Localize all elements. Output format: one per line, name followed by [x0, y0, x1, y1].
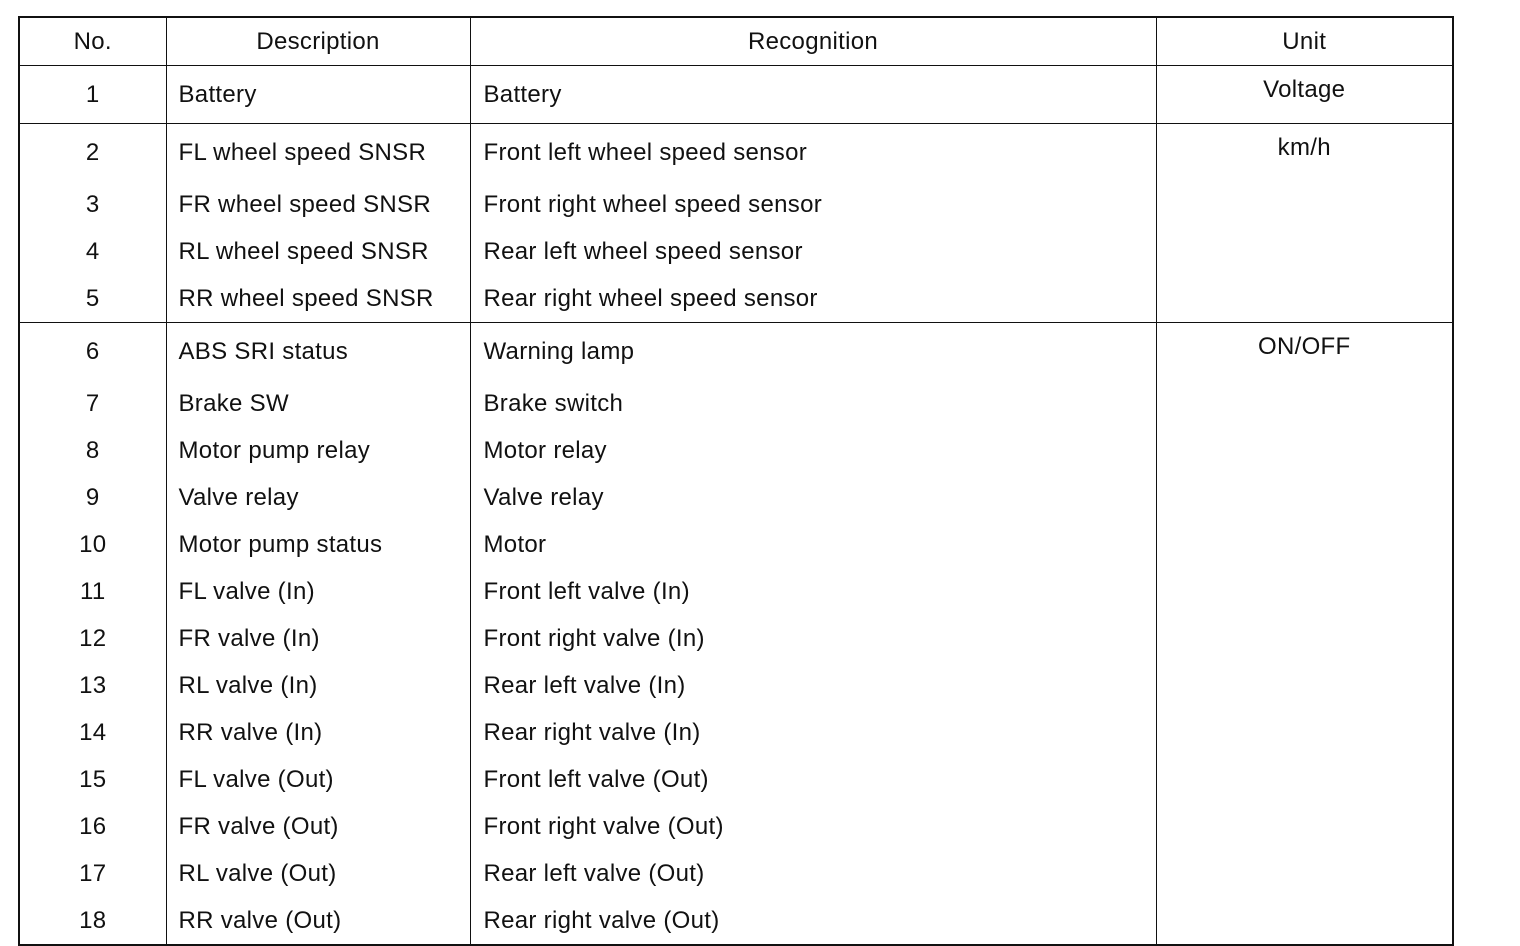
header-no: No. — [19, 17, 166, 66]
row-description: ABS SRI status — [166, 323, 470, 381]
table-row — [19, 323, 1453, 381]
table-row — [19, 709, 1453, 756]
row-unit: ON/OFF — [1156, 323, 1453, 381]
row-recognition: Rear right valve (Out) — [470, 897, 1156, 945]
row-number: 14 — [19, 709, 166, 756]
row-number: 4 — [19, 228, 166, 275]
row-description: FL valve (In) — [166, 568, 470, 615]
row-number: 10 — [19, 521, 166, 568]
row-description: RL valve (In) — [166, 662, 470, 709]
row-recognition: Valve relay — [470, 474, 1156, 521]
row-number: 16 — [19, 803, 166, 850]
row-number: 18 — [19, 897, 166, 945]
row-unit — [1156, 709, 1453, 756]
row-recognition: Brake switch — [470, 380, 1156, 427]
row-number: 2 — [19, 124, 166, 182]
row-number: 5 — [19, 275, 166, 323]
header-row — [19, 17, 1453, 66]
row-recognition: Front right wheel speed sensor — [470, 181, 1156, 228]
row-recognition: Rear right wheel speed sensor — [470, 275, 1156, 323]
row-description: RR wheel speed SNSR — [166, 275, 470, 323]
table-row — [19, 897, 1453, 945]
row-recognition: Motor — [470, 521, 1156, 568]
row-recognition: Front left valve (In) — [470, 568, 1156, 615]
row-description: FL wheel speed SNSR — [166, 124, 470, 182]
row-number: 13 — [19, 662, 166, 709]
row-description: FL valve (Out) — [166, 756, 470, 803]
table-row — [19, 275, 1453, 323]
row-description: Battery — [166, 66, 470, 124]
row-unit — [1156, 474, 1453, 521]
table-row — [19, 521, 1453, 568]
row-recognition: Rear left valve (In) — [470, 662, 1156, 709]
header-recognition: Recognition — [470, 17, 1156, 66]
row-number: 15 — [19, 756, 166, 803]
row-unit — [1156, 850, 1453, 897]
row-unit — [1156, 521, 1453, 568]
row-description: FR valve (Out) — [166, 803, 470, 850]
row-number: 17 — [19, 850, 166, 897]
table-row — [19, 474, 1453, 521]
row-recognition: Front right valve (In) — [470, 615, 1156, 662]
table-row — [19, 803, 1453, 850]
table-row — [19, 850, 1453, 897]
row-unit — [1156, 803, 1453, 850]
row-unit — [1156, 427, 1453, 474]
row-unit: km/h — [1156, 124, 1453, 182]
row-description: Motor pump status — [166, 521, 470, 568]
table-row — [19, 181, 1453, 228]
row-recognition: Rear left valve (Out) — [470, 850, 1156, 897]
row-number: 1 — [19, 66, 166, 124]
table-body — [19, 66, 1453, 946]
table-row — [19, 228, 1453, 275]
row-recognition: Front left wheel speed sensor — [470, 124, 1156, 182]
row-unit — [1156, 228, 1453, 275]
table-row — [19, 66, 1453, 124]
row-number: 6 — [19, 323, 166, 381]
table-row — [19, 756, 1453, 803]
row-unit — [1156, 615, 1453, 662]
row-description: FR valve (In) — [166, 615, 470, 662]
row-number: 12 — [19, 615, 166, 662]
row-recognition: Battery — [470, 66, 1156, 124]
row-number: 8 — [19, 427, 166, 474]
row-recognition: Rear left wheel speed sensor — [470, 228, 1156, 275]
table-row — [19, 662, 1453, 709]
row-description: RR valve (In) — [166, 709, 470, 756]
row-recognition: Rear right valve (In) — [470, 709, 1156, 756]
row-description: FR wheel speed SNSR — [166, 181, 470, 228]
row-recognition: Motor relay — [470, 427, 1156, 474]
row-unit — [1156, 275, 1453, 323]
row-unit — [1156, 380, 1453, 427]
row-unit — [1156, 181, 1453, 228]
row-unit: Voltage — [1156, 66, 1453, 124]
row-description: RR valve (Out) — [166, 897, 470, 945]
header-description: Description — [166, 17, 470, 66]
row-number: 11 — [19, 568, 166, 615]
row-unit — [1156, 756, 1453, 803]
table-row — [19, 380, 1453, 427]
row-recognition: Warning lamp — [470, 323, 1156, 381]
table-row — [19, 568, 1453, 615]
data-table-container — [18, 16, 1452, 946]
row-recognition: Front right valve (Out) — [470, 803, 1156, 850]
header-unit: Unit — [1156, 17, 1453, 66]
row-description: Motor pump relay — [166, 427, 470, 474]
table-row — [19, 124, 1453, 182]
row-description: RL valve (Out) — [166, 850, 470, 897]
table-row — [19, 615, 1453, 662]
signal-table — [18, 16, 1454, 946]
table-row — [19, 427, 1453, 474]
row-unit — [1156, 897, 1453, 945]
row-unit — [1156, 568, 1453, 615]
row-description: Brake SW — [166, 380, 470, 427]
row-number: 3 — [19, 181, 166, 228]
row-recognition: Front left valve (Out) — [470, 756, 1156, 803]
row-unit — [1156, 662, 1453, 709]
row-description: RL wheel speed SNSR — [166, 228, 470, 275]
row-description: Valve relay — [166, 474, 470, 521]
row-number: 9 — [19, 474, 166, 521]
row-number: 7 — [19, 380, 166, 427]
